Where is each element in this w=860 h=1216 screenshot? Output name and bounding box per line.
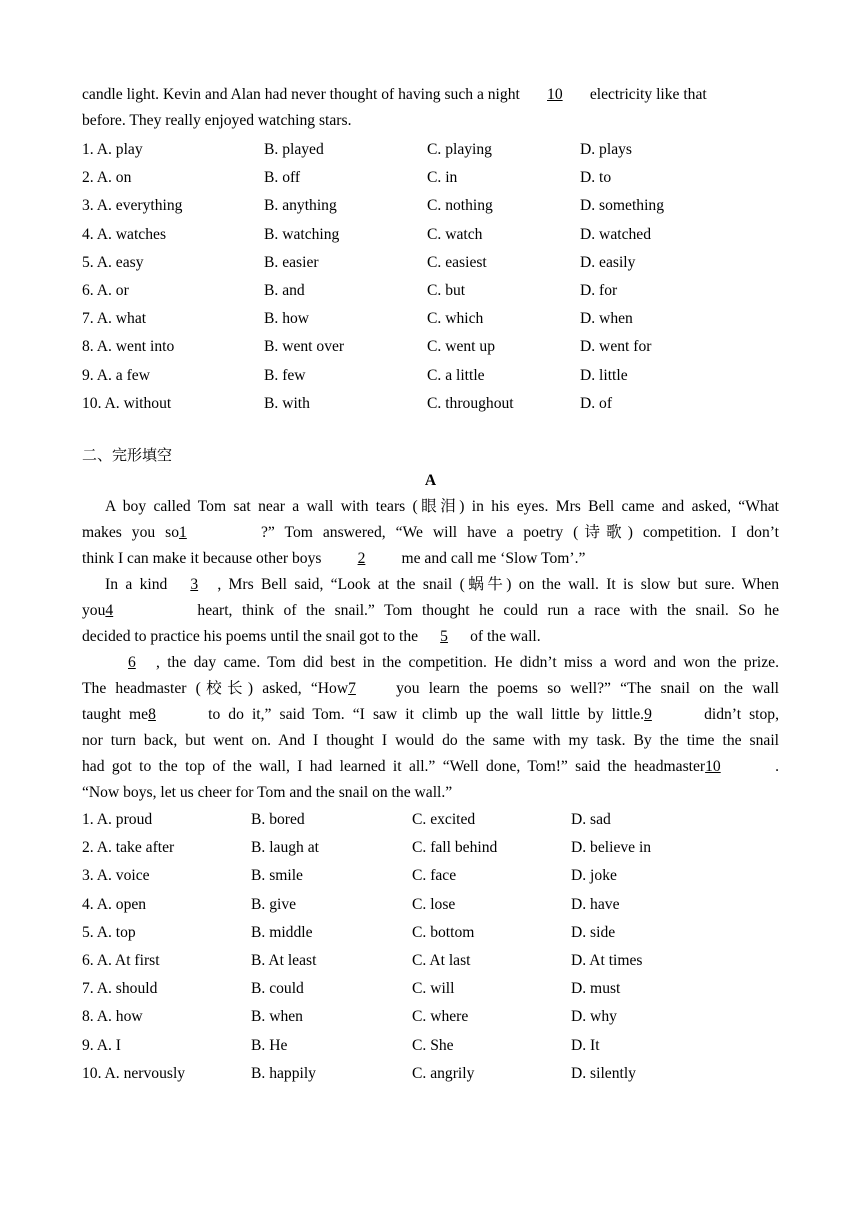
option-b: B. went over (264, 338, 345, 356)
blank-10: 10 (547, 86, 563, 103)
passage-line (82, 676, 779, 702)
passage-line (82, 754, 779, 780)
passage-text: me and call me ‘Slow Tom’.” (401, 550, 586, 567)
passage-text: had got to the top of the wall, I had learned it all.” “Well done, Tom!” said the headmaster (82, 758, 706, 775)
passage-line (82, 494, 779, 520)
option-b: B. anything (264, 197, 337, 215)
passage-line (82, 624, 779, 650)
option-a: 3. A. everything (82, 197, 183, 215)
option-d: D. easily (580, 253, 636, 271)
option-c: C. will (412, 980, 455, 998)
option-a: 5. A. easy (82, 253, 144, 271)
option-c: C. which (427, 310, 484, 328)
blank-1: 1 (179, 524, 187, 541)
option-a: 1. A. proud (82, 811, 153, 828)
option-d: D. have (571, 895, 620, 913)
option-a: 6. A. At first (82, 951, 160, 969)
passage-text: The headmaster (校长) asked, “How (82, 680, 349, 697)
option-row (82, 1032, 779, 1060)
passage-text: decided to practice his poems until the snail got to the (82, 628, 419, 645)
option-row (82, 362, 779, 390)
option-row (82, 947, 779, 975)
passage-text: to do it,” said Tom. “I saw it climb up the wall little by little. (208, 706, 645, 723)
option-row (82, 891, 779, 919)
option-b: B. smile (251, 867, 303, 885)
option-c: C. angrily (412, 1064, 475, 1082)
option-b: B. He (251, 1036, 288, 1054)
option-row (82, 862, 779, 890)
option-row (82, 919, 779, 947)
option-a: 1. A. play (82, 141, 143, 158)
option-row (82, 164, 779, 192)
intro-text-b: electricity like that (589, 86, 707, 103)
option-a: 5. A. top (82, 923, 136, 941)
blank-10: 10 (705, 758, 721, 775)
blank-9: 9 (644, 706, 652, 723)
passage-text: A boy called Tom sat near a wall with tears (眼泪) in his eyes. Mrs Bell came and asked, “What (105, 498, 779, 515)
option-a: 2. A. on (82, 169, 132, 187)
option-c: C. playing (427, 141, 492, 158)
option-d: D. watched (580, 225, 652, 243)
option-a: 9. A. I (82, 1036, 121, 1054)
passage-line (82, 702, 779, 728)
option-a: 7. A. what (82, 310, 147, 328)
option-a: 6. A. or (82, 281, 129, 299)
option-c: C. throughout (427, 394, 514, 412)
option-b: B. watching (264, 225, 340, 243)
passage-text: In a kind (105, 576, 168, 593)
option-d: D. went for (580, 338, 652, 356)
option-c: C. but (427, 281, 466, 299)
option-c: C. in (427, 169, 458, 187)
option-c: C. bottom (412, 923, 475, 941)
passage-line (82, 728, 779, 754)
option-a: 4. A. watches (82, 225, 167, 243)
section-title: 二、完形填空 (82, 446, 173, 464)
passage (82, 494, 779, 806)
option-b: B. few (264, 366, 306, 384)
option-c: C. watch (427, 225, 483, 243)
option-row (82, 136, 779, 164)
passage-title: A (424, 472, 437, 489)
option-d: D. for (580, 281, 618, 299)
option-c: C. She (412, 1036, 454, 1054)
option-b: B. how (264, 310, 310, 328)
option-a: 7. A. should (82, 980, 158, 998)
intro-block (82, 82, 779, 134)
option-c: C. lose (412, 895, 456, 913)
blank-8: 8 (148, 706, 156, 723)
option-b: B. At least (251, 951, 317, 969)
blank-6: 6 (128, 654, 136, 671)
options-group-2 (82, 806, 779, 1088)
option-d: D. At times (571, 951, 643, 969)
option-d: D. It (571, 1036, 600, 1054)
passage-text: “Now boys, let us cheer for Tom and the snail on the wall.” (82, 784, 453, 801)
option-a: 10. A. nervously (82, 1064, 186, 1082)
option-d: D. believe in (571, 839, 652, 857)
option-b: B. laugh at (251, 839, 319, 857)
option-d: D. something (580, 197, 665, 215)
passage-text: ?” Tom answered, “We will have a poetry (诗歌) competition. I don’t (261, 524, 779, 541)
option-b: B. when (251, 1008, 303, 1026)
option-row (82, 333, 779, 361)
passage-text: makes you so (82, 524, 180, 541)
option-c: C. fall behind (412, 839, 498, 857)
option-row (82, 806, 779, 834)
option-b: B. could (251, 980, 304, 998)
option-row (82, 249, 779, 277)
option-a: 4. A. open (82, 895, 147, 913)
option-b: B. happily (251, 1064, 316, 1082)
option-d: D. to (580, 169, 612, 187)
passage-line (82, 598, 779, 624)
passage-text: , the day came. Tom did best in the competition. He didn’t miss a word and won the prize. (156, 654, 779, 671)
option-b: B. easier (264, 253, 319, 271)
option-d: D. joke (571, 867, 617, 885)
blank-4: 4 (105, 602, 114, 619)
passage-text: you (82, 602, 106, 619)
passage-line (82, 650, 779, 676)
blank-2: 2 (357, 550, 366, 567)
intro-line-1 (82, 82, 779, 108)
option-b: B. middle (251, 923, 313, 941)
passage-text: think I can make it because other boys (82, 550, 322, 567)
passage-line (82, 520, 779, 546)
option-row (82, 1003, 779, 1031)
option-d: D. must (571, 980, 621, 998)
option-a: 8. A. went into (82, 338, 175, 356)
option-b: B. with (264, 394, 310, 412)
passage-text: of the wall. (470, 628, 541, 645)
passage-text: heart, think of the snail.” Tom thought he could run a race with the snail. So he (197, 602, 779, 619)
option-b: B. give (251, 895, 297, 913)
option-c: C. went up (427, 338, 496, 356)
option-c: C. At last (412, 951, 471, 969)
option-a: 10. A. without (82, 394, 172, 412)
option-d: D. silently (571, 1064, 636, 1082)
option-d: D. when (580, 310, 633, 328)
blank-7: 7 (348, 680, 356, 697)
passage-text: , Mrs Bell said, “Look at the snail (蜗牛) on the wall. It is slow but sure. When (217, 576, 780, 593)
passage-text: taught me (82, 706, 149, 723)
option-d: D. of (580, 394, 613, 412)
option-d: D. side (571, 923, 616, 941)
option-b: B. and (264, 281, 305, 299)
passage-text: nor turn back, but went on. And I thought I would do the same with my task. By the time the snail (82, 732, 779, 749)
option-a: 8. A. how (82, 1008, 143, 1026)
option-b: B. off (264, 169, 301, 187)
option-c: C. a little (427, 366, 485, 384)
option-row (82, 390, 779, 418)
passage-line (82, 780, 779, 806)
intro-line-2: before. They really enjoyed watching stars. (82, 112, 352, 129)
option-row (82, 834, 779, 862)
option-c: C. excited (412, 811, 476, 828)
option-c: C. easiest (427, 253, 487, 271)
option-a: 3. A. voice (82, 867, 150, 885)
passage-line (82, 572, 779, 598)
option-a: 9. A. a few (82, 366, 150, 384)
blank-3: 3 (190, 576, 199, 593)
option-a: 2. A. take after (82, 839, 175, 857)
option-row (82, 975, 779, 1003)
option-row (82, 192, 779, 220)
option-d: D. why (571, 1008, 617, 1026)
options-group-1 (82, 136, 779, 418)
option-b: B. played (264, 141, 324, 158)
option-c: C. nothing (427, 197, 493, 215)
option-d: D. little (580, 366, 628, 384)
option-row (82, 277, 779, 305)
option-c: C. face (412, 867, 457, 885)
blank-5: 5 (440, 628, 448, 645)
intro-text-a: candle light. Kevin and Alan had never thought of having such a night (82, 86, 520, 103)
option-c: C. where (412, 1008, 469, 1026)
option-row (82, 305, 779, 333)
option-d: D. plays (580, 141, 632, 158)
option-row (82, 1060, 779, 1088)
passage-text: didn’t stop, (704, 706, 780, 723)
passage-text: . (775, 758, 779, 775)
passage-line (82, 546, 779, 572)
option-b: B. bored (251, 811, 305, 828)
option-d: D. sad (571, 811, 611, 828)
passage-text: you learn the poems so well?” “The snail on the wall (396, 680, 779, 697)
option-row (82, 221, 779, 249)
